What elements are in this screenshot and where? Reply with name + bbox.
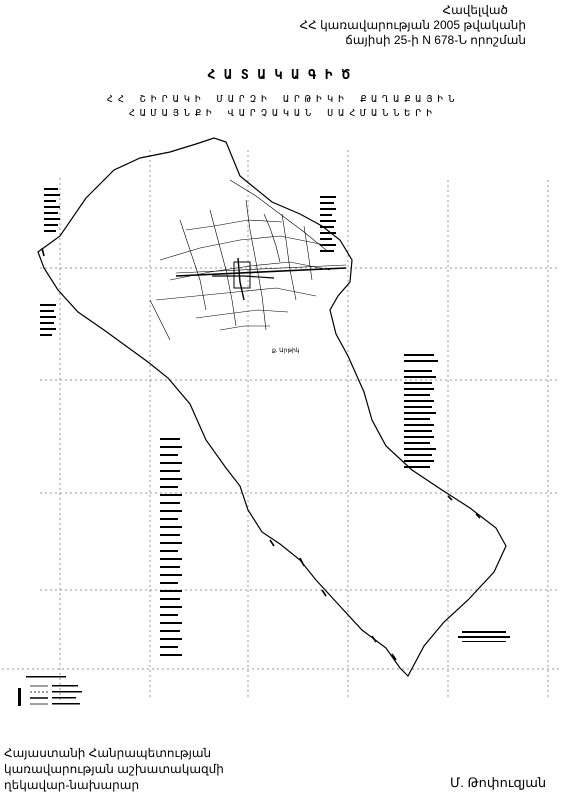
annex-label: Հավելված	[442, 3, 508, 17]
coordinate-table-left-bottom	[160, 438, 182, 656]
signatory-name: Մ. Թոփուզյան	[450, 775, 547, 790]
map-legend	[18, 676, 82, 706]
coordinate-table-right	[404, 354, 438, 468]
document-title: ՀԱՏԱԿԱԳԻԾ	[207, 68, 359, 83]
decision-reference-line2: ճայիսի 25-ի N 678-Ն որոշման	[345, 33, 526, 47]
town-label: ք. Արթիկ	[272, 348, 300, 354]
signatory-title-line1: Հայաստանի Հանրապետության	[4, 746, 212, 760]
coordinate-table-left-middle	[40, 304, 56, 336]
map-grid	[2, 150, 560, 700]
decision-reference-line1: ՀՀ կառավարության 2005 թվականի	[299, 18, 526, 32]
community-boundary	[38, 138, 506, 676]
settlement-center-block	[234, 262, 250, 288]
coordinate-table-left-top	[44, 188, 60, 232]
coordinate-table-settlement-right	[320, 196, 336, 252]
signatory-title-line3: ղեկավար-նախարար	[4, 778, 140, 792]
boundary-map	[0, 130, 566, 730]
settlement-street-network	[150, 180, 330, 340]
map-scale-note	[458, 631, 510, 642]
document-subtitle-line2: ՀԱՄԱՅՆՔԻ ՎԱՐՉԱԿԱՆ ՍԱՀՄԱՆՆԵՐԻ	[128, 108, 438, 119]
document-subtitle-line1: ՀՀ ՇԻՐԱԿԻ ՄԱՐԶԻ ԱՐԹԻԿԻ ՔԱՂԱՔԱՅԻՆ	[106, 94, 460, 105]
signatory-title-line2: կառավարության աշխատակազմի	[4, 762, 224, 776]
